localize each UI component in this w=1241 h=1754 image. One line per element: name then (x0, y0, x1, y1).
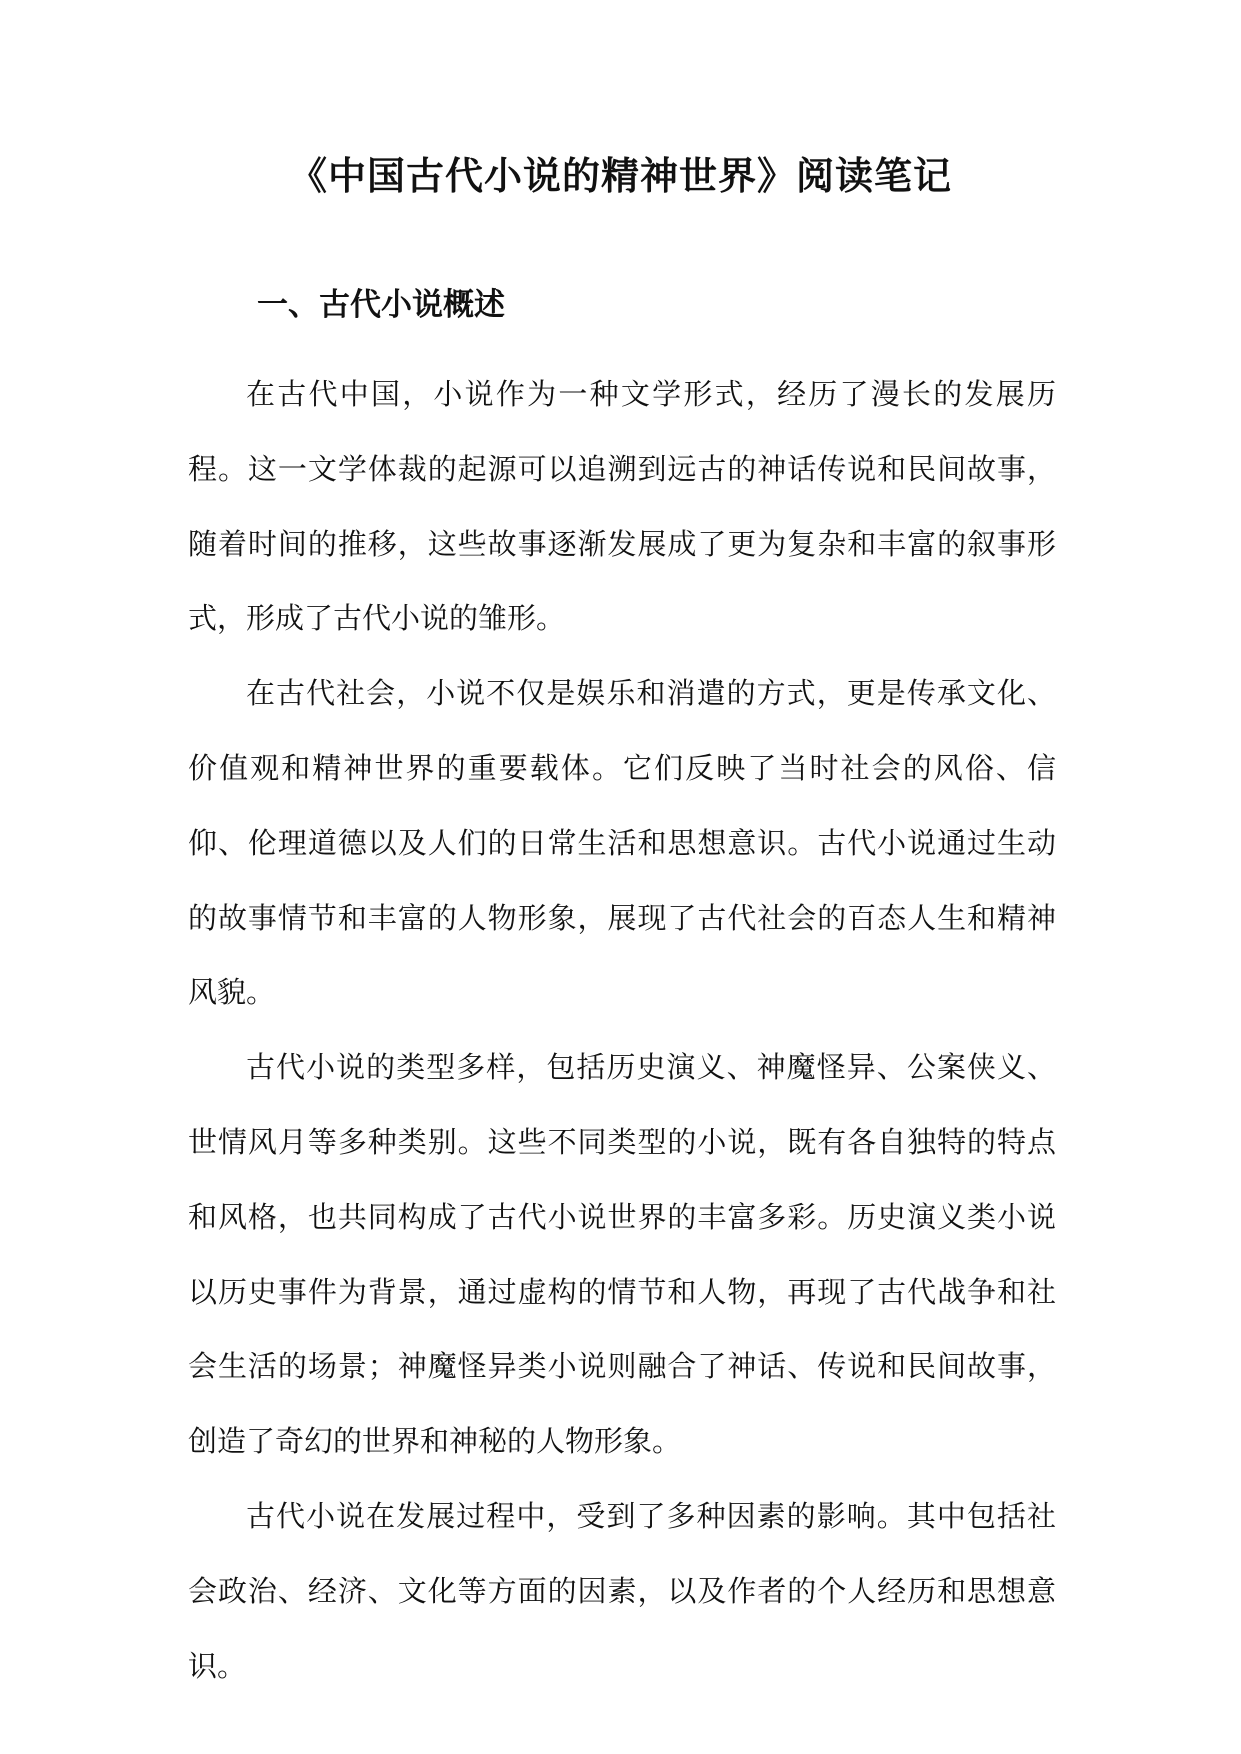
paragraph: 在古代中国，小说作为一种文学形式，经历了漫长的发展历程。这一文学体裁的起源可以追溯到远古的神话传说和民间故事，随着时间的推移，这些故事逐渐发展成了更为复杂和丰富的叙事形式，形成了古代小说的雏形。 (188, 377, 1056, 636)
paragraph: 在古代社会，小说不仅是娱乐和消遣的方式，更是传承文化、价值观和精神世界的重要载体。它们反映了当时社会的风俗、信仰、伦理道德以及人们的日常生活和思想意识。古代小说通过生动的故事情节和丰富的人物形象，展现了古代社会的百态人生和精神风貌。 (188, 676, 1056, 1010)
body-text (188, 357, 1056, 1703)
section-heading: 一、古代小说概述 (257, 287, 505, 323)
paragraph: 古代小说的类型多样，包括历史演义、神魔怪异、公案侠义、世情风月等多种类别。这些不同类型的小说，既有各自独特的特点和风格，也共同构成了古代小说世界的丰富多彩。历史演义类小说以历史事件为背景，通过虚构的情节和人物，再现了古代战争和社会生活的场景；神魔怪异类小说则融合了神话、传说和民间故事，创造了奇幻的世界和神秘的人物形象。 (188, 1050, 1056, 1459)
paragraph: 古代小说在发展过程中，受到了多种因素的影响。其中包括社会政治、经济、文化等方面的因素，以及作者的个人经历和思想意识。 (188, 1498, 1056, 1683)
page-title: 《中国古代小说的精神世界》阅读笔记 (288, 154, 952, 198)
